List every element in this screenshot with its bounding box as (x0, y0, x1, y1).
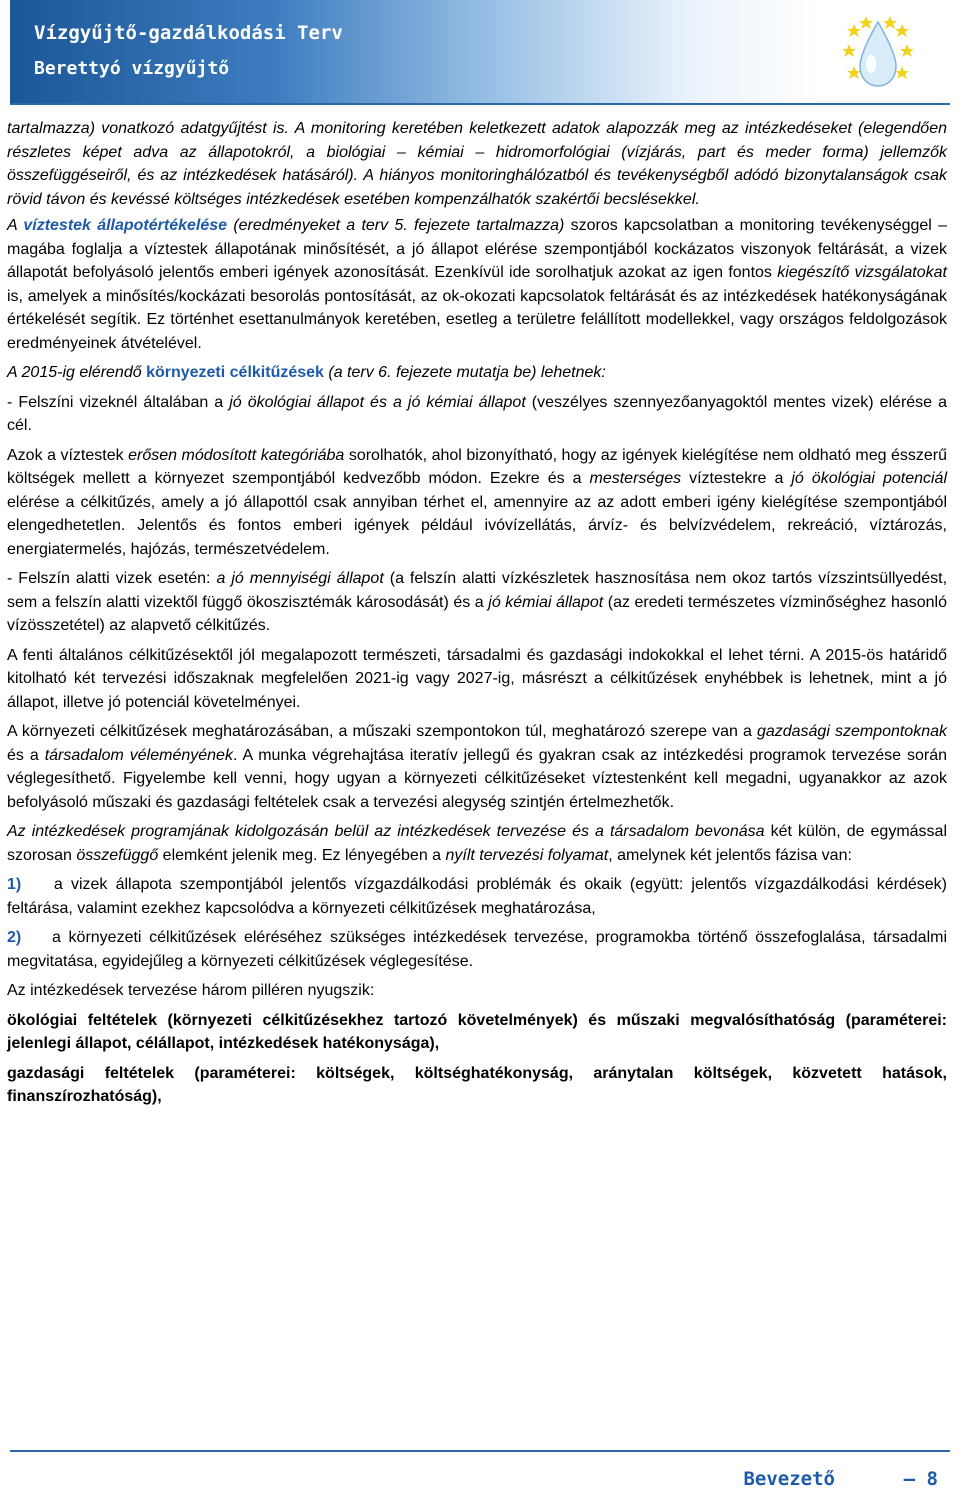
text-run: A 2015-ig elérendő (7, 364, 147, 381)
paragraph-intezkedesek-programja (7, 820, 947, 867)
text-run: mesterséges (589, 470, 682, 487)
text-run: - Felszíni vizeknél általában a (7, 393, 230, 411)
text-run: társadalom véleményének (44, 746, 233, 764)
text-run: sorolhatók, ahol bizonyítható, hogy az igények kielégítése nem oldható meg ésszerű költségek mellett a környezet szempontjából kedvezőbb módon. Ezekre és a (7, 446, 948, 487)
list-item-text: a vizek állapota szempontjából jelentős vízgazdálkodási problémák és okaik (együtt: jelentős vízgazdálkodási kérdések) feltárása, valamint ezekhez kapcsolódva a környezeti célkitűzések meghatározása, (7, 876, 948, 917)
paragraph-felszini-vizek (7, 391, 947, 438)
page-number: 8 (926, 1468, 938, 1490)
text-run: (eredményeket a terv 5. fejezete tartalmazza) (227, 217, 565, 234)
paragraph-text: tartalmazza) vonatkozó adatgyűjtést is. A monitoring keretében keletkezett adatok alapozzák meg az intézkedéseket (elegendően részletes képet adva az állapotokról, a biológiai – kémiai – hidromorfológiai (vízjárás, part és meder forma) jellemzők összefüggéseiről, és az intézkedések hatásáról). A hiányos monitoringhálózatból és tevékenységből adódó bizonytalanságok csak rövid távon és kevéssé költséges intézkedések esetében kompenzálhatók szakértői becslésekkel. (7, 120, 947, 208)
text-run: nyílt tervezési folyamat (445, 846, 609, 864)
text-run: jó kémiai állapot (488, 593, 604, 611)
footer-dash: — (903, 1468, 916, 1490)
text-run: . A munka végrehajtása iteratív jellegű és gyakran csak az intézkedési programok tervezése során véglegesíthető. Figyelembe kell venni, hogy ugyan a környezeti célkitűzéseket víztestenként kell megadni, ugyanakkor az azok befolyásoló műszaki és gazdasági feltételek csak a tervezési alegység szintjén értelmezhetők. (7, 746, 948, 811)
footer-section: Bevezető (743, 1468, 835, 1490)
header-subtitle: Berettyó vízgyűjtő (34, 58, 230, 79)
header-rule (10, 103, 950, 105)
paragraph-felszin-alatti-vizek (7, 567, 947, 638)
text-run: (az eredeti természetes vízminőséghez hasonló vízösszetétel) az alapvető célkitűzés. (7, 593, 948, 634)
paragraph-gazdasagi-feltetelek: gazdasági feltételek (paraméterei: költségek, költséghatékonyság, aránytalan költségek, közvetett hatások, finanszírozhatóság), (7, 1064, 947, 1105)
list-item-phase-1 (7, 873, 947, 920)
text-run: elemként jelenik meg. Ez lényegében a (158, 846, 446, 864)
footer-rule (10, 1450, 950, 1452)
text-run: két külön, de egymással szorosan (7, 823, 948, 864)
text-run: Azok a víztestek (7, 446, 129, 464)
text-run: víztestekre a (681, 470, 792, 487)
page-footer (743, 1468, 938, 1490)
text-run: összefüggő (76, 846, 159, 864)
page-header (10, 0, 950, 103)
header-title: Vízgyűjtő-gazdálkodási Terv (34, 22, 343, 44)
text-run: szoros kapcsolatban a monitoring tevékenységgel – magába foglalja a víztestek állapotának minősítését, a jó állapot elérése szempontjából kockázatos viszonyok feltárását, a vizek állapotát befolyásoló jelentős emberi igények azonosítását. Ezenkívül ide sorolhatjuk azokat az igen fontos (7, 217, 947, 281)
text-run: is, amelyek a minősítés/kockázati besorolás pontosítását, az ok-okozati kapcsolatok feltárását és az intézkedések hatékonyságának értékelését segítik. Ez történhet esettanulmányok keretében, esetleg a területre felállított modellekkel, vagy országos feldolgozások eredményeinek átvételével. (7, 287, 947, 352)
paragraph-okologiai-feltetelek: ökológiai feltételek (környezeti célkitűzésekhez tartozó követelmények) és műszaki megvalósíthatóság (paraméterei: jelenlegi állapot, célállapot, intézkedések hatékonysága), (7, 1011, 947, 1052)
text-run: jó ökológiai állapot és a jó kémiai állapot (229, 393, 526, 411)
water-drop-logo-icon (816, 8, 936, 98)
text-run: Az intézkedések programjának kidolgozásán belül az intézkedések tervezése és a társadalom bevonása (7, 823, 765, 840)
list-number: 1) (7, 876, 22, 893)
text-run: gazdasági szempontoknak (756, 723, 947, 740)
text-run: erősen módosított kategóriába (128, 446, 345, 464)
text-run: A környezeti célkitűzések meghatározásában, a műszaki szempontokon túl, meghatározó szerepe van a (7, 723, 757, 740)
text-run: A (7, 217, 24, 234)
term-viztestek-allapotertekelese: víztestek állapotértékelése (23, 217, 228, 234)
paragraph-eltérés: A fenti általános célkitűzésektől jól megalapozott természeti, társadalmi és gazdasági indokokkal el lehet térni. A 2015-ös határidő kitolható két tervezési időszaknak megfelelően 2021-ig vagy 2027-ig, másrészt a célkitűzések enyhébbek is lehetnek, mint a jó állapot, illetve jó potenciál követelményei. (7, 646, 947, 711)
list-item-text: a környezeti célkitűzések eléréséhez szükséges intézkedések tervezése, programokba történő összefoglalása, társadalmi megvitatása, egyidejűleg a környezeti célkitűzések véglegesítése. (7, 929, 948, 970)
list-item-phase-2 (7, 926, 947, 973)
paragraph-monitoring (7, 117, 947, 211)
document-body (7, 117, 947, 1112)
term-kornyezeti-celkituzesek: környezeti célkitűzések (146, 364, 324, 381)
paragraph-erosen-modositott (7, 444, 947, 562)
text-run: , amelynek két jelentős fázisa van: (608, 846, 852, 864)
paragraph-gazdasagi-szempontok (7, 720, 947, 814)
text-run: elérése a célkitűzés, amely a jó állapottól csak annyiban térhet el, amennyire az az adott emberi igény kielégítése szempontjából elengedhetetlen. Jelentős és fontos emberi igények például ivóvízellátás, árvíz- és belvízvédelem, rekreáció, víztározás, energiatermelés, hajózás, természetvédelem. (7, 493, 947, 558)
text-run: - Felszín alatti vizek esetén: (7, 570, 217, 587)
text-run: (veszélyes szennyezőanyagoktól mentes vizek) elérése a cél. (7, 393, 948, 434)
text-run: (a felszín alatti vízkészletek hasznosítása nem okoz tartós vízszintsüllyedést, sem a felszín alatti vizektől függő ökoszisztémák károsodását) és a (7, 570, 948, 611)
text-run: jó ökológiai potenciál (791, 470, 948, 487)
text-run: (a terv 6. fejezete mutatja be) lehetnek: (323, 364, 606, 381)
text-run: kiegészítő vizsgálatokat (777, 264, 947, 281)
text-run: és a (7, 746, 45, 764)
paragraph-harom-piller: Az intézkedések tervezése három pilléren nyugszik: (7, 982, 375, 999)
paragraph-allapotertekeles (7, 214, 947, 355)
text-run: a jó mennyiségi állapot (216, 570, 384, 587)
list-number: 2) (7, 929, 22, 946)
paragraph-celkituzesek-intro (7, 361, 947, 385)
